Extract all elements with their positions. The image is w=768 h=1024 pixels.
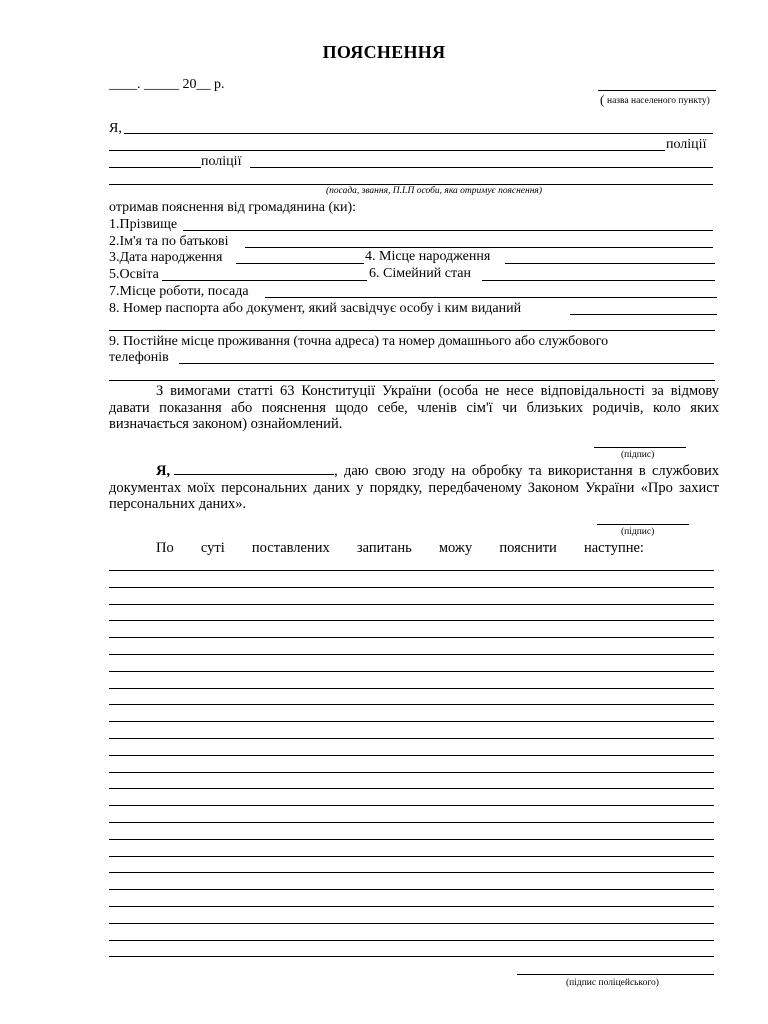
officer-line-4[interactable] [109, 184, 713, 185]
page-title: ПОЯСНЕННЯ [322, 42, 446, 62]
officer-line-3a[interactable] [109, 167, 201, 168]
answer-line[interactable] [109, 738, 714, 739]
answer-line[interactable] [109, 704, 714, 705]
answer-line[interactable] [109, 872, 714, 873]
answer-line[interactable] [109, 604, 714, 605]
birth-place-label: 4. Місце народження [365, 249, 491, 264]
name-label: 2.Ім'я та по батькові [109, 234, 229, 249]
answer-line[interactable] [109, 822, 714, 823]
signature-caption-2: (підпис) [621, 527, 655, 537]
surname-field[interactable] [183, 230, 713, 231]
answer-line[interactable] [109, 570, 714, 571]
police-signature-caption: (підпис поліцейського) [566, 978, 659, 988]
passport-label: 8. Номер паспорта або документ, який засвідчує особу і ким виданий [109, 301, 522, 316]
officer-line-1[interactable] [124, 133, 713, 134]
answer-line[interactable] [109, 906, 714, 907]
address-field-2[interactable] [109, 380, 715, 381]
place-line[interactable] [598, 90, 716, 91]
answer-line[interactable] [109, 755, 714, 756]
consent-name-field[interactable] [174, 461, 334, 475]
answer-line[interactable] [109, 805, 714, 806]
name-field[interactable] [245, 247, 713, 248]
signature-line-2[interactable] [597, 524, 689, 525]
address-field-1[interactable] [179, 363, 714, 364]
education-label: 5.Освіта [109, 267, 159, 282]
answer-word: можу [438, 540, 473, 556]
received-text: отримав пояснення від громадянина (ки): [109, 200, 357, 215]
answer-word: пояснити [499, 540, 557, 556]
answer-word: суті [200, 540, 225, 556]
place-paren: ( [600, 92, 605, 107]
answer-line[interactable] [109, 671, 714, 672]
answer-word: запитань [356, 540, 412, 556]
answer-line[interactable] [109, 688, 714, 689]
family-field[interactable] [482, 280, 715, 281]
address-label-1: 9. Постійне місце проживання (точна адреса) та номер домашнього або службового [109, 334, 609, 349]
answer-word: По [156, 540, 174, 556]
constitution-text: З вимогами статті 63 Конституції України (особа не несе відповідальності за відмову давати показання або пояснення щодо себе, членів сім'ї чи близьких родичів, коло яких визначається законом) ознайомлений. [109, 383, 719, 432]
answer-line[interactable] [109, 839, 714, 840]
signature-line-1[interactable] [594, 447, 686, 448]
consent-text: , даю свою згоду на обробку та використання в службових документах моїх персональних даних у порядку, передбаченому Законом України «Про захист персональних даних». [109, 463, 719, 512]
answer-line[interactable] [109, 654, 714, 655]
birth-date-field[interactable] [236, 263, 364, 264]
answer-line[interactable] [109, 637, 714, 638]
answer-word: поставлених [251, 540, 330, 556]
address-label-2: телефонів [109, 350, 169, 365]
answer-line[interactable] [109, 772, 714, 773]
passport-field[interactable] [570, 314, 717, 315]
surname-label: 1.Прізвище [109, 217, 178, 232]
answer-heading [109, 540, 644, 557]
education-field[interactable] [162, 280, 367, 281]
answer-line[interactable] [109, 620, 714, 621]
work-label: 7.Місце роботи, посада [109, 284, 249, 299]
signature-caption-1: (підпис) [621, 450, 655, 460]
work-field[interactable] [265, 297, 717, 298]
police-signature-line[interactable] [517, 974, 714, 975]
passport-field-2[interactable] [109, 330, 715, 331]
answer-line[interactable] [109, 940, 714, 941]
officer-ya-label: Я, [109, 121, 122, 136]
answer-line[interactable] [109, 587, 714, 588]
police-label-2: поліції [201, 154, 242, 169]
answer-line[interactable] [109, 856, 714, 857]
answer-line[interactable] [109, 788, 714, 789]
answer-word: наступне: [583, 540, 644, 556]
date-line: ____. _____ 20__ р. [109, 77, 225, 92]
birth-date-label: 3.Дата народження [109, 250, 223, 265]
place-caption: назва населеного пункту) [607, 96, 710, 106]
answer-line[interactable] [109, 956, 714, 957]
officer-line-3b[interactable] [250, 167, 713, 168]
birth-place-field[interactable] [505, 263, 715, 264]
answer-line[interactable] [109, 721, 714, 722]
consent-ya: Я, [156, 463, 171, 479]
consent-paragraph [109, 461, 719, 513]
officer-caption: (посада, звання, П.І.П особи, яка отримує пояснення) [325, 186, 543, 196]
answer-line[interactable] [109, 923, 714, 924]
police-label-1: поліції [666, 137, 707, 152]
answer-line[interactable] [109, 889, 714, 890]
family-label: 6. Сімейний стан [369, 266, 471, 281]
officer-line-2[interactable] [109, 150, 665, 151]
